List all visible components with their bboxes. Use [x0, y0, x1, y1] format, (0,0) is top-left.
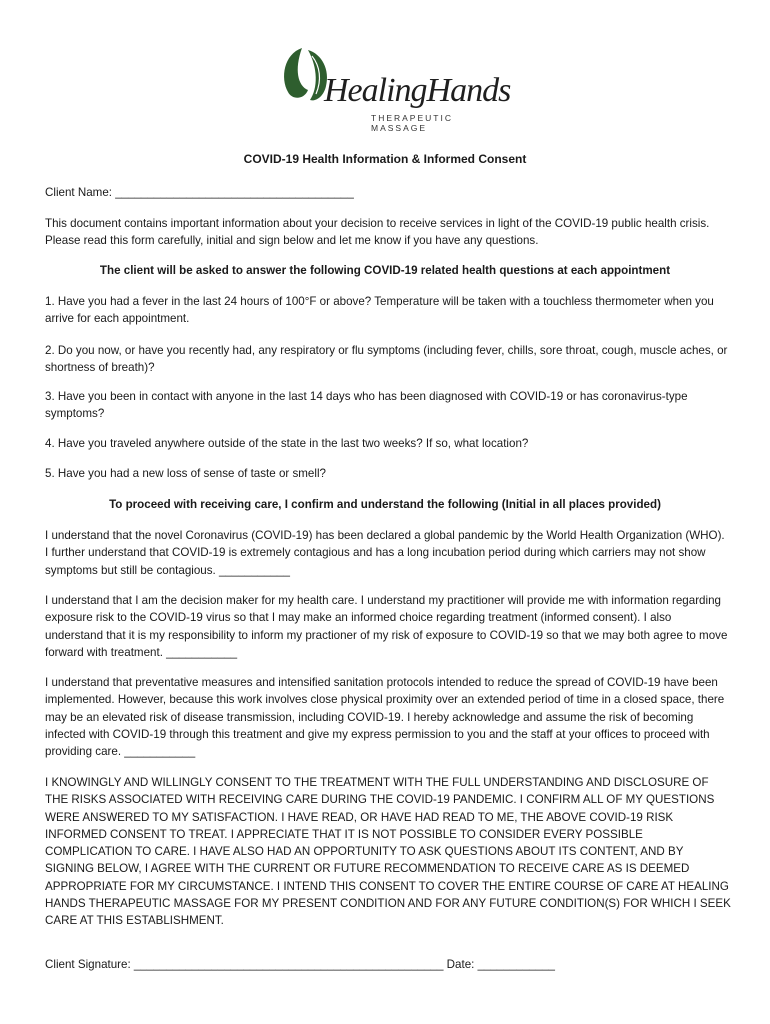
- questions-heading: The client will be asked to answer the following COVID-19 related health questions at each appointment: [99, 264, 671, 277]
- consent-heading: To proceed with receiving care, I confirm and understand the following (Initial in all places provided): [109, 498, 661, 511]
- logo-subtitle: [371, 114, 481, 133]
- client-name-line: Client Name: _____________________________________: [45, 186, 354, 199]
- question-2: 2. Do you now, or have you recently had, any respiratory or flu symptoms (including fever, chills, sore throat, cough, muscle aches, or shortness of breath)?: [45, 344, 728, 375]
- consent-paragraph-2: I understand that I am the decision maker for my health care. I understand my practitioner will provide me with information regarding exposure risk to the COVID-19 virus so that I may make an informed choice regarding treatment (informed consent). I also understand that it is my responsibility to inform my practioner of my risk of exposure to COVID-19 so that we may both agree to move forward with treatment. ___________: [45, 594, 728, 659]
- logo-subtitle-line1: THERAPEUTIC: [371, 113, 453, 123]
- healing-hands-logo: [278, 44, 511, 136]
- question-1: 1. Have you had a fever in the last 24 hours of 100°F or above? Temperature will be taken with a touchless thermometer when you arrive for each appointment.: [45, 295, 714, 326]
- client-signature-line: Client Signature: ________________________________________________ Date: ____________: [45, 958, 555, 971]
- consent-paragraph-3: I understand that preventative measures and intensified sanitation protocols intended to reduce the spread of COVID-19 have been implemented. However, because this work involves close physical proximity over an extended period of time in a closed space, there may be an elevated risk of disease transmission, including COVID-19. I hereby acknowledge and assume the risk of becoming infected with COVID-19 through this treatment and give my express permission to you and the staff at your offices to proceed with providing care. ___________: [45, 676, 725, 759]
- consent-statement-caps: I KNOWINGLY AND WILLINGLY CONSENT TO THE TREATMENT WITH THE FULL UNDERSTANDING AND DISCLOSURE OF THE RISKS ASSOCIATED WITH RECEIVING CARE DURING THE COVID-19 PANDEMIC. I CONFIRM ALL OF MY QUESTIONS WERE ANSWERED TO MY SATISFACTION. I HAVE READ, OR HAVE HAD READ TO ME, THE ABOVE COVID-19 RISK INFORMED CONSENT TO TREAT. I APPRECIATE THAT IT IS NOT POSSIBLE TO CONSIDER EVERY POSSIBLE COMPLICATION TO CARE. I HAVE ALSO HAD AN OPPORTUNITY TO ASK QUESTIONS ABOUT ITS CONTENT, AND BY SIGNING BELOW, I AGREE WITH THE CURRENT OR FUTURE RECOMMENDATION TO RECEIVE CARE AS IS DEEMED APPROPRIATE FOR MY CIRCUMSTANCE. I INTEND THIS CONSENT TO COVER THE ENTIRE COURSE OF CARE AT HEALING HANDS THERAPEUTIC MASSAGE FOR MY PRESENT CONDITION AND FOR ANY FUTURE CONDITION(S) FOR WHICH I SEEK CARE AT THIS ESTABLISHMENT.: [45, 776, 731, 928]
- question-3: 3. Have you been in contact with anyone in the last 14 days who has been diagnosed with COVID-19 or has coronavirus-type symptoms?: [45, 390, 688, 421]
- question-4: 4. Have you traveled anywhere outside of the state in the last two weeks? If so, what location?: [45, 437, 529, 450]
- consent-paragraph-1: I understand that the novel Coronavirus (COVID-19) has been declared a global pandemic by the World Health Organization (WHO). I further understand that COVID-19 is extremely contagious and has a long incubation period during which carriers may not show symptoms but still be contagious. ___________: [45, 529, 725, 577]
- logo-wordmark: HealingHands: [324, 72, 511, 109]
- question-5: 5. Have you had a new loss of sense of taste or smell?: [45, 467, 326, 480]
- logo-subtitle-line2: MASSAGE: [371, 122, 428, 133]
- document-title: COVID-19 Health Information & Informed Consent: [243, 152, 527, 166]
- intro-paragraph: This document contains important information about your decision to receive services in light of the COVID-19 public health crisis. Please read this form carefully, initial and sign below and let me know if you have any questions.: [45, 217, 710, 248]
